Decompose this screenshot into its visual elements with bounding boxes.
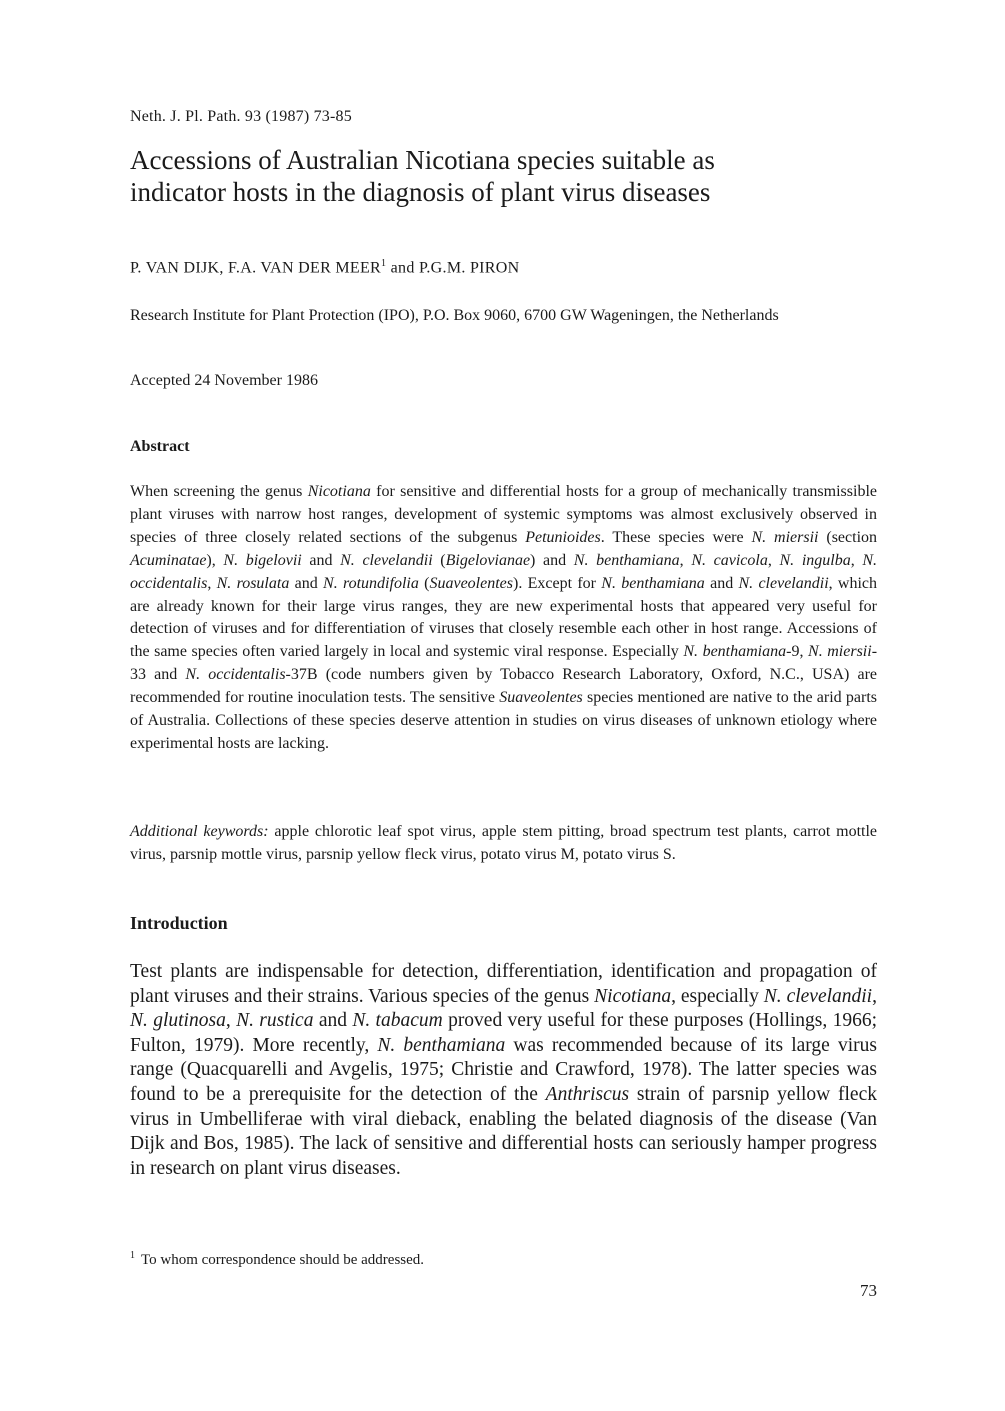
- page-number: 73: [860, 1281, 877, 1300]
- abstract-run: species mentioned are native to the arid parts of Australia. Collections of these species deserve attention in studies on virus diseases of unknown etiology where experimental hosts are lacking.: [130, 689, 877, 752]
- abstract-run: and: [301, 551, 341, 569]
- footnote: [130, 1250, 424, 1269]
- abstract-italic: N. rotundifolia: [323, 574, 419, 592]
- intro-run: , especially: [671, 985, 764, 1007]
- intro-italic: N. clevelandii: [763, 985, 873, 1007]
- abstract-italic: N. bigelovii: [223, 551, 302, 569]
- abstract-run: for sensitive and differential hosts for a group of mechanically transmissible plant viruses with narrow host ranges, development of systemic symptoms was almost exclusively observed in species of three closely related sections of the subgenus: [130, 483, 877, 546]
- abstract-italic: N. cavicola: [691, 551, 768, 569]
- intro-italic: N. glutinosa: [130, 1010, 226, 1032]
- intro-run: strain of parsnip yellow fleck virus in Umbelliferae with viral dieback, enabling the belated diagnosis of the disease (Van Dijk and Bos, 1985). The lack of sensitive and differential hosts can seriously hamper progress in research on plant virus diseases.: [130, 1083, 877, 1179]
- abstract-run: (: [432, 551, 446, 569]
- abstract-italic: N. miersii: [808, 643, 872, 661]
- abstract-run: -33 and: [130, 643, 878, 684]
- abstract-italic: Acuminatae: [130, 551, 207, 569]
- intro-run: and: [313, 1010, 353, 1032]
- title-line-1: Accessions of Australian Nicotiana species suitable as: [130, 145, 715, 175]
- author-footnote-mark: 1: [381, 258, 387, 269]
- abstract-run: (section: [818, 528, 878, 546]
- abstract-run: -9,: [786, 643, 809, 661]
- abstract-italic: N. clevelandii: [340, 551, 433, 569]
- abstract-italic: N. occidentalis: [185, 666, 286, 684]
- abstract-italic: N. benthamiana: [683, 643, 787, 661]
- abstract-run: -37B (code numbers given by Tobacco Research Laboratory, Oxford, N.C., USA) are recommended for routine inoculation tests. The sensitive: [130, 666, 878, 707]
- introduction-heading: Introduction: [130, 913, 228, 933]
- abstract-italic: N. benthamiana: [601, 574, 705, 592]
- keywords-label: Additional keywords:: [130, 823, 269, 840]
- authors-last: and P.G.M. PIRON: [386, 259, 520, 277]
- journal-reference: Neth. J. Pl. Path. 93 (1987) 73-85: [130, 108, 352, 125]
- abstract-run: and: [289, 574, 324, 592]
- title-line-2: indicator hosts in the diagnosis of plant virus diseases: [130, 177, 711, 207]
- abstract-run: ,: [679, 551, 692, 569]
- abstract-italic: Suaveolentes: [499, 689, 583, 707]
- intro-italic: Anthriscus: [545, 1083, 630, 1105]
- abstract-run: ,: [850, 551, 863, 569]
- intro-run: ,: [225, 1010, 237, 1032]
- abstract-run: ). Except for: [513, 574, 602, 592]
- intro-run: proved very useful for these purposes (Hollings, 1966; Fulton, 1979). More recently,: [130, 1010, 878, 1056]
- abstract-italic: Bigelovianae: [445, 551, 531, 569]
- paper-page: [130, 0, 877, 1411]
- abstract-heading: Abstract: [130, 438, 190, 455]
- abstract-italic: N. miersii: [751, 528, 819, 546]
- abstract-run: When screening the genus: [130, 483, 308, 500]
- abstract-italic: N. benthamiana: [573, 551, 680, 569]
- abstract-text: [130, 481, 877, 756]
- abstract-run: . These species were: [600, 528, 752, 546]
- introduction-text: [130, 960, 877, 1181]
- abstract-italic: Suaveolentes: [429, 574, 513, 592]
- abstract-italic: Petunioides: [525, 528, 601, 546]
- additional-keywords: [130, 820, 877, 866]
- abstract-run: ),: [206, 551, 224, 569]
- keywords-text: apple chlorotic leaf spot virus, apple stem pitting, broad spectrum test plants, carrot mottle virus, parsnip mottle virus, parsnip yellow fleck virus, potato virus M, potato virus S.: [130, 823, 878, 863]
- abstract-run: ) and: [530, 551, 574, 569]
- intro-run: ,: [872, 985, 877, 1007]
- author-list: [130, 258, 519, 277]
- intro-run: was recommended because of its large virus range (Quacquarelli and Avgelis, 1975; Christie and Crawford, 1978). The latter species was found to be a prerequisite for the detection of the: [130, 1034, 877, 1105]
- accepted-date: Accepted 24 November 1986: [130, 372, 318, 389]
- abstract-italic: N. occidentalis: [130, 551, 878, 592]
- abstract-run: (: [418, 574, 430, 592]
- authors-first: P. VAN DIJK, F.A. VAN DER MEER: [130, 259, 382, 277]
- abstract-run: and: [704, 574, 739, 592]
- abstract-run: , which are already known for their large virus ranges, they are new experimental hosts that appeared very useful for detection of viruses and for differentiation of viruses that closely resemble each other in host range. Accessions of the same species often varied largely in local and systemic viral response. Especially: [130, 574, 878, 661]
- footnote-text: To whom correspondence should be addressed.: [141, 1252, 425, 1268]
- intro-italic: N. tabacum: [352, 1010, 443, 1032]
- intro-run: Test plants are indispensable for detection, differentiation, identification and propagation of plant viruses and their strains. Various species of the genus: [130, 961, 877, 1007]
- abstract-run: ,: [767, 551, 780, 569]
- abstract-italic: N. ingulba: [779, 551, 851, 569]
- affiliation: Research Institute for Plant Protection (IPO), P.O. Box 9060, 6700 GW Wageningen, the Netherlands: [130, 307, 779, 324]
- intro-italic: Nicotiana: [594, 985, 672, 1007]
- abstract-run: ,: [207, 574, 217, 592]
- intro-italic: N. benthamiana: [377, 1034, 506, 1056]
- footnote-mark: 1: [130, 1250, 135, 1261]
- intro-italic: N. rustica: [236, 1010, 314, 1032]
- article-title: [130, 144, 877, 208]
- abstract-italic: Nicotiana: [307, 483, 371, 500]
- abstract-italic: N. clevelandii: [738, 574, 829, 592]
- abstract-italic: N. rosulata: [216, 574, 290, 592]
